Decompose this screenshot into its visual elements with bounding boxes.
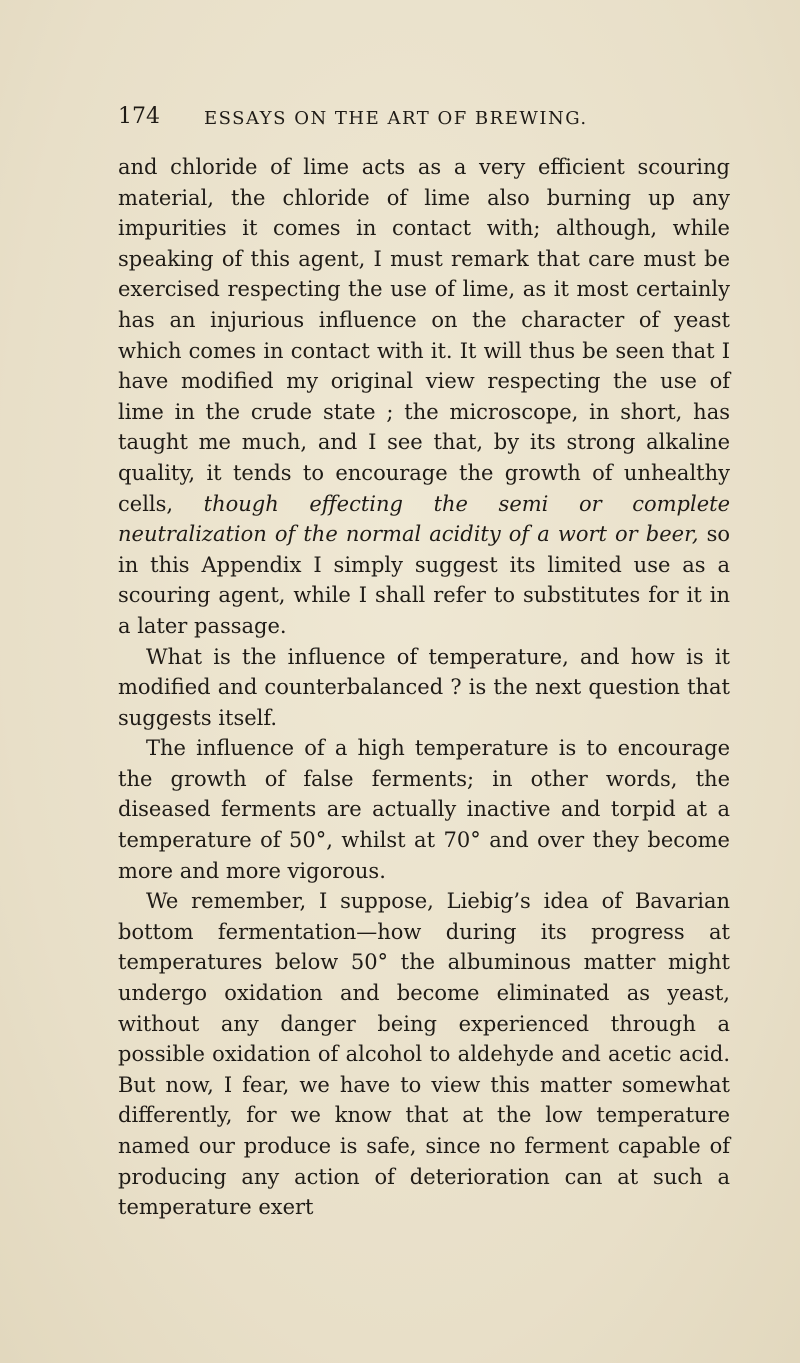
paragraph-1-italic-text: though effecting the semi or complete neutralization of the normal acidity of a wort or beer, [118,491,731,547]
paragraph-1-text-a: and chloride of lime acts as a very efficient scouring material, the chloride of lime also burning up any impurities it comes in contact with; although, while speaking of this agent, I must remark that care must be exercised respecting the use of lime, as it most certainly has an injurious influence on the character of yeast which comes in contact with it. It will thus be seen that I have modified my original view respecting the use of lime in the crude state ; the microscope, in short, has taught me much, and I see that, by its strong alkaline quality, it tends to encourage the growth of unhealthy cells, [118,155,730,516]
paragraph-3: The influence of a high temperature is to encourage the growth of false ferments; in other words, the diseased ferments are actually inactive and torpid at a temperature of 50°, whilst at 70° and over they become more and more vigorous. [118,736,730,883]
page-number: 174 [118,104,160,129]
page-header [118,104,728,134]
paragraph-4: We remember, I suppose, Liebig’s idea of Bavarian bottom fermentation—how during its progress at temperatures below 50° the albuminous matter might undergo oxidation and become eliminated as yeast, without any danger being experienced through a possible oxidation of alcohol to aldehyde and acetic acid. But now, I fear, we have to view this matter somewhat differently, for we know that at the low temperature named our produce is safe, since no ferment capable of producing any action of deterioration can at such a temperature exert [118,889,730,1220]
paragraph-1 [118,152,730,642]
body-text [118,152,730,1223]
running-title: ESSAYS ON THE ART OF BREWING. [204,108,588,129]
paragraph-1-text-b: so in this Appendix I simply suggest its limited use as a scouring agent, while I shall refer to substitutes for it in a later passage. [118,522,730,638]
paragraph-2: What is the influence of temperature, and how is it modified and counterbalanced ? is the next question that suggests itself. [118,644,730,730]
